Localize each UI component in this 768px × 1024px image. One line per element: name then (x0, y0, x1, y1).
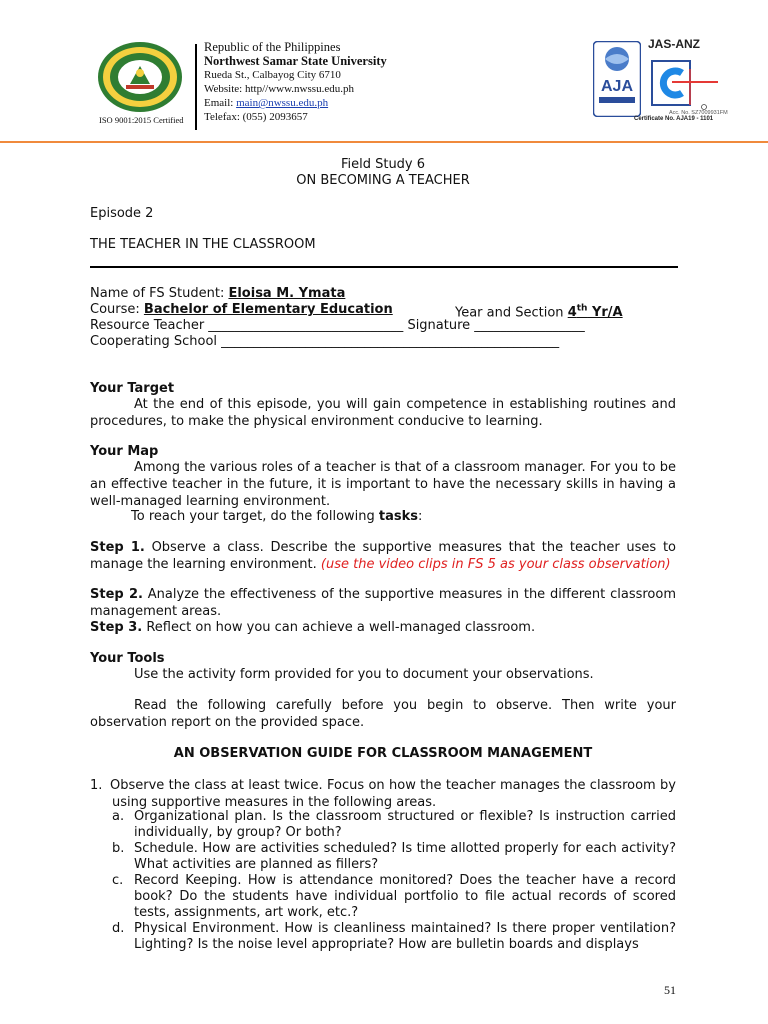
tools-paragraph-1: Use the activity form provided for you to document your observations. (134, 667, 594, 682)
map-paragraph: Among the various roles of a teacher is that of a classroom manager. For you to be an effective teacher in the future, it is important to have the necessary skills in having a well-managed learning environment. (90, 460, 676, 509)
course-label: Course: (90, 302, 144, 317)
aja-registrar-logo (593, 41, 641, 117)
guide-item-1-number: 1. (90, 778, 103, 793)
republic-line: Republic of the Philippines (204, 40, 341, 54)
tools-paragraph-2: Read the following carefully before you begin to observe. Then write your observation report on the provided space. (90, 698, 676, 730)
subitem-d-mark: d. (112, 921, 125, 936)
year-section-label: Year and Section (455, 305, 568, 321)
year-number: 4 (567, 305, 577, 321)
year-suffix: th (576, 304, 588, 314)
map-heading: Your Map (90, 444, 159, 459)
course-value: Bachelor of Elementary Education (143, 302, 393, 317)
university-name: Northwest Samar State University (204, 54, 387, 68)
telefax-line: Telefax: (055) 2093657 (204, 111, 308, 123)
step-2 (90, 586, 676, 620)
step-2-label: Step 2. (90, 587, 143, 602)
field-study-title: Field Study 6 (340, 157, 426, 172)
page-number: 51 (664, 983, 676, 997)
accreditation-number: Acc. No. SZ7009931FM (669, 110, 728, 116)
student-name-field (90, 285, 345, 302)
tools-heading: Your Tools (90, 651, 165, 666)
guide-item-1 (90, 777, 676, 811)
reach-target-line (131, 508, 422, 525)
target-paragraph: At the end of this episode, you will gain competence in establishing routines and procedures, to make the physical environment conducive to learning. (90, 397, 676, 429)
iso-certified-label: ISO 9001:2015 Certified (99, 115, 184, 125)
address-line: Rueda St., Calbayog City 6710 (204, 69, 341, 81)
step-1-text: Observe a class. Describe the supportive measures that the teacher uses to manage the learning environment. (90, 540, 676, 572)
header-rule (0, 141, 768, 143)
guide-subitem-a (90, 809, 676, 841)
step-1-label: Step 1. (90, 540, 145, 555)
student-name-value: Eloisa M. Ymata (228, 286, 346, 301)
title-rule (90, 266, 678, 268)
email-link[interactable]: main@nwssu.edu.ph (236, 97, 329, 109)
reach-text: To reach your target, do the following (131, 509, 379, 524)
guide-subitem-d (90, 921, 676, 953)
guide-heading: AN OBSERVATION GUIDE FOR CLASSROOM MANAGEMENT (173, 746, 593, 761)
guide-item-1-text: Observe the class at least twice. Focus on how the teacher manages the classroom by using supportive measures in the following areas. (110, 778, 676, 810)
university-seal-logo (96, 40, 184, 114)
header-divider (195, 44, 197, 130)
website-line: Website: http//www.nwssu.edu.ph (204, 83, 354, 95)
subitem-a-mark: a. (112, 809, 125, 824)
reach-colon: : (418, 509, 423, 524)
step-3 (90, 619, 676, 636)
year-rest: Yr/A (587, 305, 623, 321)
guide-subitems (90, 809, 676, 953)
tasks-word: tasks (378, 509, 419, 524)
guide-subitem-b (90, 841, 676, 873)
subitem-d-text: Physical Environment. How is cleanliness maintained? Is there proper ventilation? Lighting? Is the noise level appropriate? How are bulletin boards and displays (134, 921, 676, 952)
email-label: Email: (204, 97, 237, 109)
subitem-a-text: Organizational plan. Is the classroom structured or flexible? Is instruction carried individually, by group? Or both? (134, 809, 676, 840)
jas-anz-logo (648, 39, 720, 115)
guide-subitem-c (90, 873, 676, 921)
step-1-note: (use the video clips in FS 5 as your class observation) (320, 557, 671, 572)
subitem-c-mark: c. (112, 873, 124, 888)
jas-anz-label: JAS-ANZ (648, 37, 701, 51)
step-3-text: Reflect on how you can achieve a well-managed classroom. (142, 620, 536, 635)
episode-label: Episode 2 (90, 206, 154, 221)
university-header (204, 40, 387, 124)
subitem-b-text: Schedule. How are activities scheduled? Is time allotted properly for each activity? What activities are planned as fillers? (134, 841, 676, 872)
resource-teacher-field: Resource Teacher ______________________________ Signature _________________ (90, 318, 585, 333)
certificate-number: Certificate No. AJA19 - 1101 (634, 116, 714, 122)
course-field (90, 301, 393, 318)
step-2-text: Analyze the effectiveness of the supportive measures in the different classroom management areas. (90, 587, 676, 619)
target-heading: Your Target (90, 381, 175, 396)
email-line (204, 96, 387, 110)
step-3-label: Step 3. (90, 620, 143, 635)
subitem-c-text: Record Keeping. How is attendance monitored? Does the teacher have a record book? Do the students have individual portfolio to file actual records of scored tests, assignments, art work, etc.? (134, 873, 676, 920)
episode-title: THE TEACHER IN THE CLASSROOM (90, 237, 316, 252)
subitem-b-mark: b. (112, 841, 125, 856)
student-name-label: Name of FS Student: (90, 286, 229, 301)
aja-logo-text: AJA (600, 78, 634, 95)
document-subtitle: ON BECOMING A TEACHER (296, 173, 470, 188)
step-1 (90, 539, 676, 573)
cooperating-school-field: Cooperating School ____________________________________________________ (90, 334, 560, 349)
